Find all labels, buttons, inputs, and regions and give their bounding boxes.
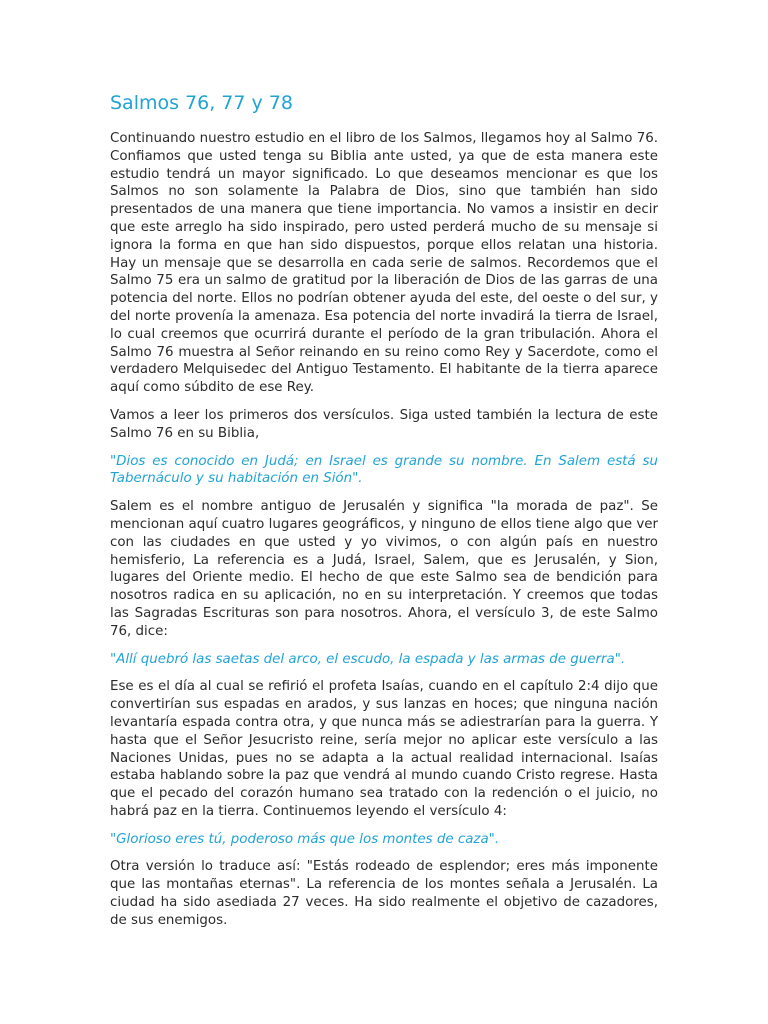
paragraph-salem: Salem es el nombre antiguo de Jerusalén y significa "la morada de paz". Se mencionan aquí cuatro lugares geográficos, y ninguno de ellos tiene algo que ver con las ciudades en que usted y yo vivimos, o con algún país en nuestro hemisferio, La referencia es a Judá, Israel, Salem, que es Jerusalén, y Sion, lugares del Oriente medio. El hecho de que este Salmo sea de bendición para nosotros radica en su aplicación, no en su interpretación. Y creemos que todas las Sagradas Escrituras son para nosotros. Ahora, el versículo 3, de este Salmo 76, dice:: [110, 499, 658, 639]
paragraph-isaias: Ese es el día al cual se refirió el profeta Isaías, cuando en el capítulo 2:4 dijo que convertirían sus espadas en arados, y sus lanzas en hoces; que ninguna nación levantaría espada contra otra, y que nunca más se adiestrarían para la guerra. Y hasta que el Señor Jesucristo reine, sería mejor no aplicar este versículo a las Naciones Unidas, pues no se adapta a la actual realidad internacional. Isaías estaba hablando sobre la paz que vendrá al mundo cuando Cristo regrese. Hasta que el pecado del corazón humano sea tratado con la redención o el juicio, no habrá paz en la tierra. Continuemos leyendo el versículo 4:: [110, 679, 658, 819]
page-title: Salmos 76, 77 y 78: [110, 92, 293, 114]
verse-quote-1-2: "Dios es conocido en Judá; en Israel es grande su nombre. En Salem está su Tabernáculo y su habitación en Sión".: [110, 453, 658, 487]
paragraph-intro: Continuando nuestro estudio en el libro de los Salmos, llegamos hoy al Salmo 76. Confiamos que usted tenga su Biblia ante usted, ya que de esta manera este estudio tendrá un mayor significado. Lo que deseamos mencionar es que los Salmos no son solamente la Palabra de Dios, sino que también han sido presentados de una manera que tiene importancia. No vamos a insistir en decir que este arreglo ha sido inspirado, pero usted perderá mucho de su mensaje si ignora la forma en que han sido dispuestos, porque ellos relatan una historia. Hay un mensaje que se desarrolla en cada serie de salmos. Recordemos que el Salmo 75 era un salmo de gratitud por la liberación de Dios de las garras de una potencia del norte. Ellos no podrían obtener ayuda del este, del oeste o del sur, y del norte provenía la amenaza. Esa potencia del norte invadirá la tierra de Israel, lo cual creemos que ocurrirá durante el período de la gran tribulación. Ahora el Salmo 76 muestra al Señor reinando en su reino como Rey y Sacerdote, como el verdadero Melquisedec del Antiguo Testamento. El habitante de la tierra aparece aquí como súbdito de ese Rey.: [110, 131, 658, 396]
verse-quote-3: "Allí quebró las saetas del arco, el escudo, la espada y las armas de guerra".: [110, 651, 626, 667]
paragraph-otra-version: Otra versión lo traduce así: "Estás rodeado de esplendor; eres más imponente que las montañas eternas". La referencia de los montes señala a Jerusalén. La ciudad ha sido asediada 27 veces. Ha sido realmente el objetivo de cazadores, de sus enemigos.: [110, 859, 658, 928]
verse-quote-4: "Glorioso eres tú, poderoso más que los montes de caza".: [110, 831, 500, 847]
paragraph-reading-instruction: Vamos a leer los primeros dos versículos. Siga usted también la lectura de este Salmo 76 en su Biblia,: [110, 407, 658, 441]
document-page: [110, 90, 658, 940]
